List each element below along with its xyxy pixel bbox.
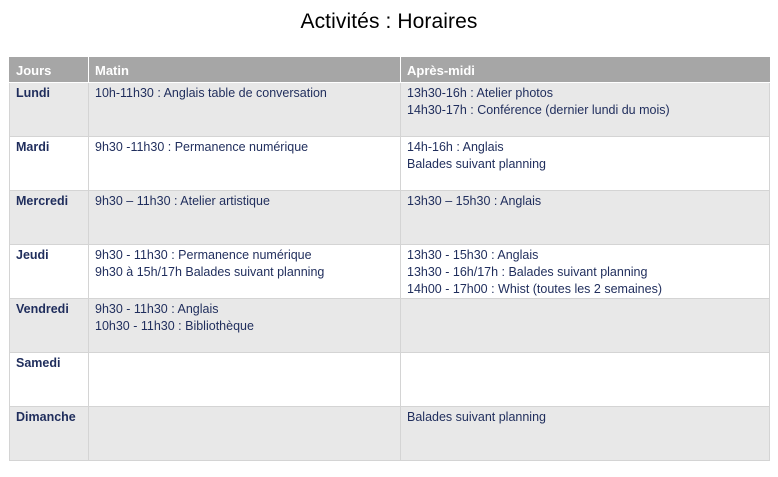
activity-line [407,119,763,136]
activity-line [95,426,394,443]
day-cell: Lundi [10,83,89,137]
activity-line [95,409,394,426]
day-cell: Mercredi [10,191,89,245]
table-row [10,245,770,299]
morning-cell [89,191,401,245]
activity-line: 14h-16h : Anglais [407,140,504,154]
table-row [10,407,770,461]
activity-line: 13h30 – 15h30 : Anglais [407,194,542,208]
afternoon-cell [401,137,770,191]
activity-line: 10h-11h30 : Anglais table de conversation [95,86,327,100]
afternoon-cell [401,191,770,245]
activity-line [407,426,763,443]
activity-line: 13h30 - 16h/17h : Balades suivant planning [407,265,648,279]
activity-line: 9h30 - 11h30 : Anglais [95,302,219,316]
activity-line: 13h30 - 15h30 : Anglais [407,248,539,262]
activity-line: 9h30 – 11h30 : Atelier artistique [95,194,270,208]
activity-line [95,102,394,119]
header-afternoon: Après-midi [401,58,770,83]
activity-line: Balades suivant planning [407,410,546,424]
day-cell: Jeudi [10,245,89,299]
activity-line: 13h30-16h : Atelier photos [407,86,553,100]
day-cell: Mardi [10,137,89,191]
day-cell: Vendredi [10,299,89,353]
header-morning: Matin [89,58,401,83]
activity-line [407,227,763,244]
morning-cell [89,83,401,137]
activity-line [95,210,394,227]
activity-line: 14h30-17h : Conférence (dernier lundi du mois) [407,103,670,117]
table-row [10,83,770,137]
activity-line [95,372,394,389]
day-cell: Samedi [10,353,89,407]
afternoon-cell [401,407,770,461]
morning-cell [89,245,401,299]
afternoon-cell [401,245,770,299]
activity-line [407,372,763,389]
table-row [10,353,770,407]
activity-line: 9h30 - 11h30 : Permanence numérique [95,248,312,262]
activity-line: 10h30 - 11h30 : Bibliothèque [95,319,254,333]
page-title: Activités : Horaires [300,10,478,33]
activity-line [95,355,394,372]
activity-line [407,318,763,335]
morning-cell [89,353,401,407]
activity-line: Balades suivant planning [407,157,546,171]
activity-line [407,335,763,352]
activity-line [407,443,763,460]
activity-line [95,156,394,173]
morning-cell [89,299,401,353]
day-cell: Dimanche [10,407,89,461]
afternoon-cell [401,83,770,137]
activity-line: 14h00 - 17h00 : Whist (toutes les 2 semaines) [407,282,662,296]
activity-line [407,210,763,227]
activity-line: 9h30 -11h30 : Permanence numérique [95,140,309,154]
activity-line [407,355,763,372]
afternoon-cell [401,299,770,353]
table-row [10,137,770,191]
activity-line: 9h30 à 15h/17h Balades suivant planning [95,265,325,279]
morning-cell [89,137,401,191]
activity-line [407,173,763,190]
table-row [10,299,770,353]
activity-line [407,389,763,406]
header-row [10,58,770,83]
morning-cell [89,407,401,461]
schedule-table [9,57,770,461]
afternoon-cell [401,353,770,407]
activity-line [407,301,763,318]
header-day: Jours [10,58,89,83]
table-row [10,191,770,245]
